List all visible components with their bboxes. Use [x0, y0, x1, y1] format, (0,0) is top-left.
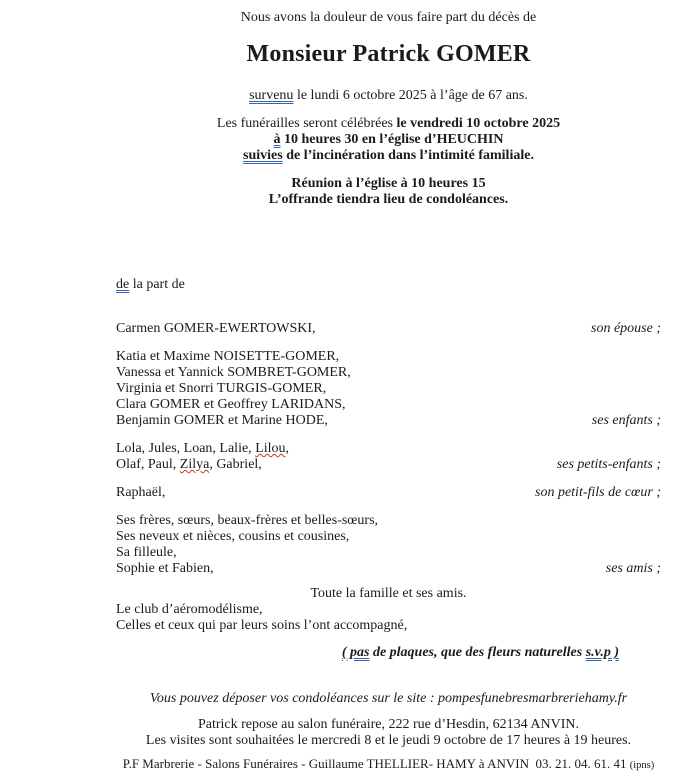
- family-intro-text: la part de: [129, 277, 185, 292]
- flowers-note-text: de plaques, que des fleurs naturelles: [369, 645, 586, 660]
- spouse-row: [116, 321, 661, 337]
- footer-suffix: (ipns): [629, 760, 655, 771]
- visits-line: Les visites sont souhaitées le mercredi 8 et le jeudi 9 octobre de 17 heures à 19 heures.: [145, 733, 632, 748]
- child-names: Benjamin GOMER et Marine HODE,: [116, 413, 328, 428]
- death-date-text: le lundi 6 octobre 2025 à l’âge de 67 ans.: [293, 88, 528, 103]
- intro-line: Nous avons la douleur de vous faire part du décès de: [240, 10, 537, 25]
- funeral-home-name: P.F Marbrerie - Salons Funéraires - Guillaume THELLIER- HAMY à ANVIN 03. 21. 04. 61. 41: [122, 756, 630, 771]
- relation-label: ses amis ;: [605, 561, 661, 576]
- grammar-underlined-word: à: [273, 132, 281, 147]
- funeral-line-3: [116, 148, 661, 164]
- gathering-block: [116, 176, 661, 208]
- friends-names: Sophie et Fabien,: [116, 561, 214, 576]
- funeral-line-1-bold: le vendredi 10 octobre 2025: [396, 116, 561, 131]
- children-last-row: [116, 413, 661, 429]
- caretakers-line: Celles et ceux qui par leurs soins l’ont accompagné,: [116, 618, 408, 633]
- heart-grandson-row: [116, 485, 661, 501]
- child-line: Virginia et Snorri TURGIS-GOMER,: [116, 381, 327, 396]
- grammar-underlined-word: ( pas: [341, 645, 370, 660]
- footer-line: [116, 756, 661, 774]
- misspelled-word: Zilya: [179, 457, 210, 472]
- grandchildren-names: , Gabriel,: [209, 457, 262, 472]
- grandchildren-names: Olaf, Paul,: [116, 457, 180, 472]
- funeral-line-1-regular: Les funérailles seront célébrées: [216, 116, 397, 131]
- death-date-line: [116, 88, 661, 104]
- funeral-line-2: [116, 132, 661, 148]
- grandchildren-line-2: [116, 457, 661, 473]
- friends-row: [116, 561, 661, 577]
- whole-family-line: Toute la famille et ses amis.: [310, 586, 467, 601]
- funeral-line-1: [116, 116, 661, 132]
- relation-label: son épouse ;: [591, 321, 661, 336]
- grammar-underlined-word: suivies: [243, 148, 283, 163]
- funeral-line-3-text: de l’incinération dans l’intimité familiale.: [282, 148, 534, 163]
- grandchildren-block: [116, 441, 661, 473]
- child-line: Vanessa et Yannick SOMBRET-GOMER,: [116, 365, 351, 380]
- grandchildren-line-1: [116, 441, 661, 457]
- relation-label: ses petits-enfants ;: [556, 457, 661, 472]
- grammar-underlined-word: survenu: [249, 88, 294, 103]
- resting-place-line: Patrick repose au salon funéraire, 222 rue d’Hesdin, 62134 ANVIN.: [197, 717, 579, 732]
- child-line: Clara GOMER et Geoffrey LARIDANS,: [116, 397, 346, 412]
- relation-label: son petit-fils de cœur ;: [535, 485, 661, 500]
- child-line: Katia et Maxime NOISETTE-GOMER,: [116, 349, 340, 364]
- funeral-details-block: [116, 116, 661, 164]
- funeral-line-2-text: 10 heures 30 en l’église d’HEUCHIN: [280, 132, 504, 147]
- relatives-line: Sa filleule,: [116, 545, 177, 560]
- grandchildren-names: Lola, Jules, Loan, Lalie,: [116, 441, 256, 456]
- children-block: [116, 349, 661, 429]
- relatives-line: Ses frères, sœurs, beaux-frères et belles-sœurs,: [116, 513, 379, 528]
- grandchildren-names: ,: [285, 441, 290, 456]
- relatives-block: [116, 513, 661, 577]
- grammar-underlined-word: de: [116, 277, 130, 292]
- relatives-line: Ses neveux et nièces, cousins et cousines,: [116, 529, 350, 544]
- gathering-line-1: Réunion à l’église à 10 heures 15: [291, 176, 486, 191]
- gathering-line-2: L’offrande tiendra lieu de condoléances.: [268, 192, 509, 207]
- deceased-name-title: Monsieur Patrick GOMER: [246, 41, 531, 67]
- misspelled-word: Lilou: [255, 441, 286, 456]
- relation-label: ses enfants ;: [591, 413, 661, 428]
- club-line: Le club d’aéromodélisme,: [116, 602, 263, 617]
- grandchildren-names: [116, 457, 262, 473]
- spouse-names: Carmen GOMER-EWERTOWSKI,: [116, 321, 316, 336]
- grammar-underlined-word: s.v.p ): [585, 645, 619, 660]
- flowers-note-line: [116, 645, 661, 661]
- family-intro-line: [116, 277, 661, 293]
- condolences-line: Vous pouvez déposer vos condoléances sur le site : pompesfunebresmarbreriehamy.fr: [149, 691, 628, 706]
- grandson-name: Raphaël,: [116, 485, 166, 500]
